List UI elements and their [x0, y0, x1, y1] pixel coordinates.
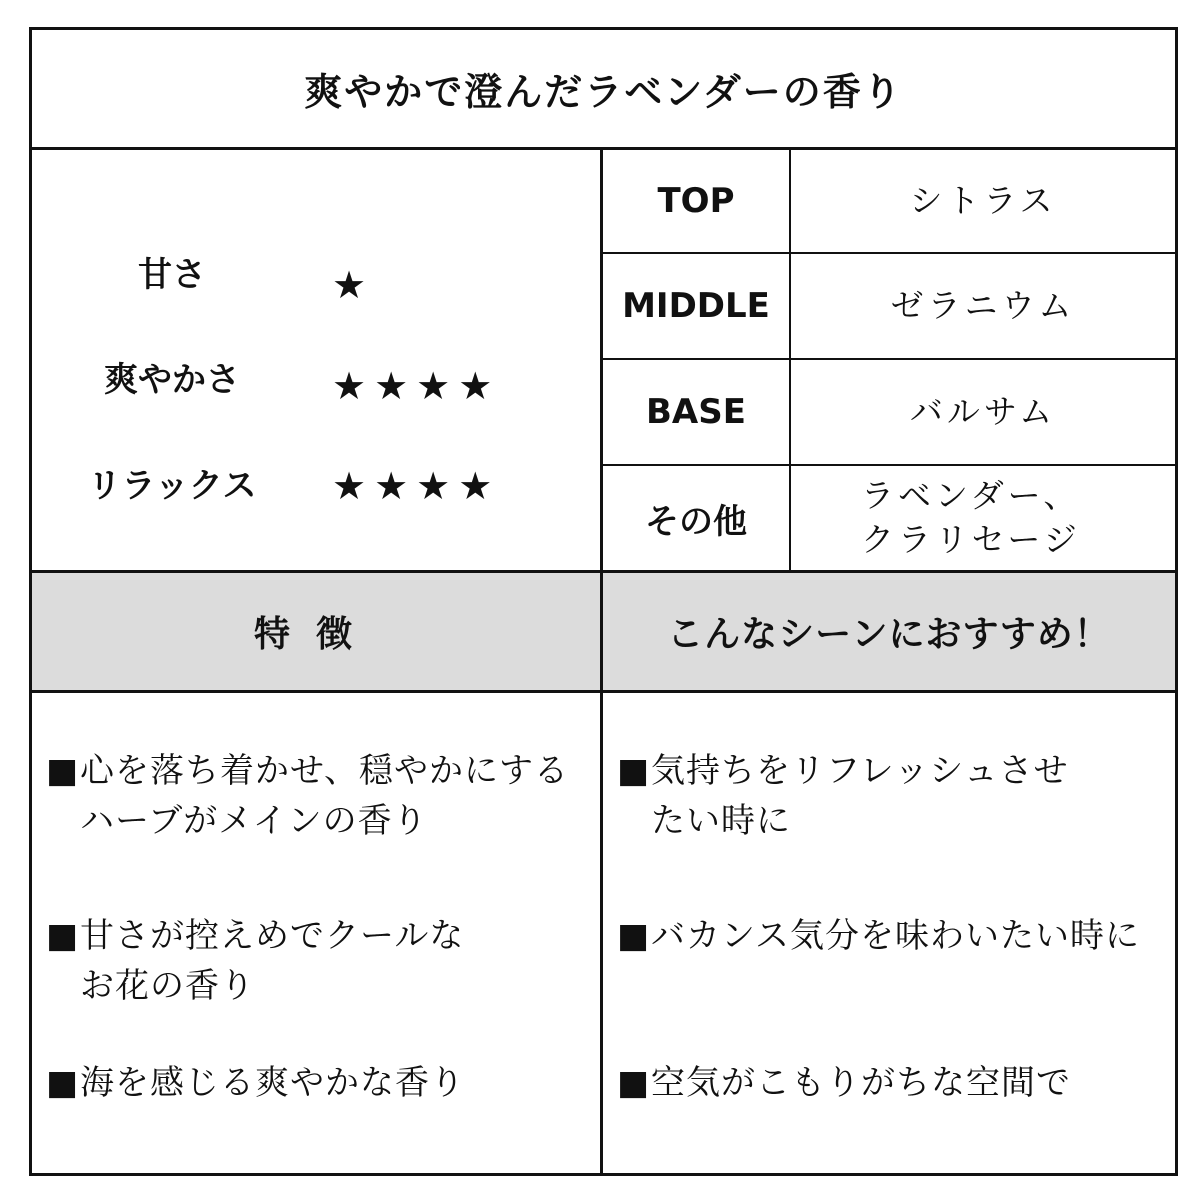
note-value: ゼラニウム: [890, 286, 1076, 325]
bullet-square-icon: ■: [617, 751, 651, 791]
list-item: [617, 911, 1175, 961]
note-value-line: ラベンダー、: [861, 476, 1081, 515]
rating-label: 爽やかさ: [104, 360, 240, 400]
note-key: TOP: [603, 150, 791, 252]
note-row-top: [603, 150, 1175, 254]
star-rating: ★★★★: [332, 364, 501, 408]
bullet-square-icon: ■: [46, 1063, 80, 1103]
list-item-text: 気持ちをリフレッシュさせ: [651, 751, 1069, 791]
note-key: その他: [603, 466, 791, 570]
star-rating: ★: [332, 263, 375, 307]
list-item: [46, 911, 600, 1011]
bullet-square-icon: ■: [617, 1063, 651, 1103]
list-item-text: バカンス気分を味わいたい時に: [651, 916, 1140, 956]
rating-row-sweetness: [32, 245, 600, 305]
fragrance-notes-table: [603, 150, 1175, 570]
bullet-square-icon: ■: [46, 751, 80, 791]
rating-row-relax: [32, 456, 600, 516]
note-value-line: クラリセージ: [861, 520, 1081, 559]
bullet-square-icon: ■: [617, 916, 651, 956]
note-key: BASE: [603, 360, 791, 464]
scenes-list: [603, 693, 1175, 1173]
note-row-base: [603, 360, 1175, 466]
list-item-text: 心を落ち着かせ、穏やかにする: [80, 751, 569, 791]
rating-label: リラックス: [87, 466, 257, 506]
rating-row-freshness: [32, 350, 600, 410]
features-list: [32, 693, 603, 1173]
list-item-text: ハーブがメインの香り: [80, 801, 428, 841]
note-value: バルサム: [909, 392, 1057, 431]
list-item-text: たい時に: [651, 801, 791, 841]
list-item: [46, 1058, 600, 1108]
page-title: 爽やかで澄んだラベンダーの香り: [32, 30, 1175, 150]
list-item-text: 甘さが控えめでクールな: [80, 916, 465, 956]
rating-label: 甘さ: [138, 255, 206, 295]
list-item: [617, 746, 1175, 846]
bullet-square-icon: ■: [46, 916, 80, 956]
note-value: [791, 466, 1175, 570]
list-item-text: お花の香り: [80, 966, 255, 1006]
features-header: 特徴: [32, 573, 603, 690]
note-value: シトラス: [909, 181, 1057, 220]
list-item-text: 海を感じる爽やかな香り: [80, 1063, 465, 1103]
note-key: MIDDLE: [603, 254, 791, 358]
star-rating: ★★★★: [332, 464, 501, 508]
list-item-text: 空気がこもりがちな空間で: [651, 1063, 1071, 1103]
list-item: [46, 746, 600, 846]
scenes-header: こんなシーンにおすすめ！: [667, 614, 1111, 655]
section-header-row: [32, 570, 1175, 693]
rating-panel: [32, 150, 603, 570]
product-info-card: [29, 27, 1178, 1176]
note-row-middle: [603, 254, 1175, 360]
note-row-other: [603, 466, 1175, 570]
list-item: [617, 1058, 1175, 1108]
